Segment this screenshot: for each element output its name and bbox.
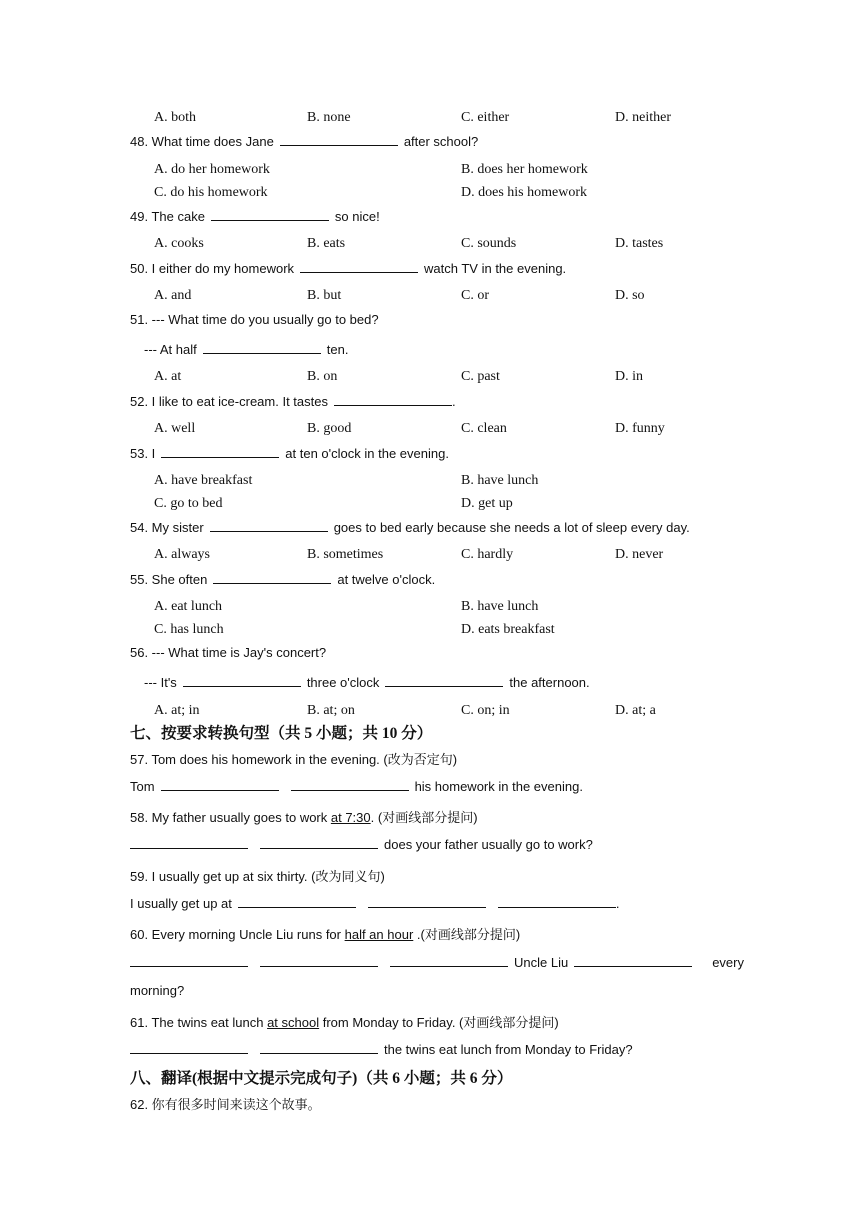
option-a: A. do her homework <box>154 162 270 177</box>
answer-blank-2[interactable] <box>291 778 409 791</box>
answer-blank-1[interactable] <box>183 674 301 687</box>
option-b: B. have lunch <box>461 599 539 614</box>
answer-blank[interactable] <box>211 208 329 221</box>
option-c: C. clean <box>461 421 507 436</box>
answer-blank-2[interactable] <box>260 836 378 849</box>
q50-options <box>0 288 860 310</box>
answer-blank-2[interactable] <box>385 674 503 687</box>
question-text-end: at twelve o'clock. <box>337 572 436 587</box>
question-text: 56. --- What time is Jay's concert? <box>130 645 327 660</box>
option-d: D. neither <box>615 110 671 125</box>
question-text: 55. She often <box>130 572 208 587</box>
option-a: A. at <box>154 369 182 384</box>
option-b: B. on <box>307 369 338 384</box>
answer-blank-4[interactable] <box>574 954 692 967</box>
q53-options-row2 <box>0 496 860 518</box>
option-a: A. cooks <box>154 236 204 251</box>
q51-options <box>0 369 860 391</box>
question-text-end: every <box>712 955 744 970</box>
option-d: D. so <box>615 288 645 303</box>
question-text: 53. I <box>130 446 156 461</box>
option-d: D. never <box>615 547 664 562</box>
option-a: A. well <box>154 421 196 436</box>
option-d: D. at; a <box>615 703 656 718</box>
option-b: B. eats <box>307 236 346 251</box>
option-d: D. tastes <box>615 236 664 251</box>
q53-options-row1 <box>0 473 860 495</box>
question-text: I usually get up at <box>130 896 232 911</box>
option-d: D. get up <box>461 496 513 511</box>
q55-options-row1 <box>0 599 860 621</box>
question-text: 58. My father usually goes to work <box>130 810 331 825</box>
option-b: B. does her homework <box>461 162 588 177</box>
question-text: Tom <box>130 779 155 794</box>
question-62 <box>0 1094 860 1116</box>
answer-blank-1[interactable] <box>161 778 279 791</box>
question-56-answer-line <box>0 674 860 696</box>
option-c: C. do his homework <box>154 185 268 200</box>
option-d: D. funny <box>615 421 665 436</box>
option-c: C. on; in <box>461 703 510 718</box>
section-8-heading <box>0 1066 860 1088</box>
option-c: C. has lunch <box>154 622 224 637</box>
question-54 <box>0 519 860 541</box>
q48-options-row2 <box>0 185 860 207</box>
answer-blank[interactable] <box>203 341 321 354</box>
option-b: B. have lunch <box>461 473 539 488</box>
q52-options <box>0 421 860 443</box>
section-title: 八、翻译(根据中文提示完成句子)（共 6 小题；共 6 分） <box>130 1070 513 1087</box>
question-text: 51. --- What time do you usually go to bed? <box>130 312 379 327</box>
answer-blank[interactable] <box>161 445 279 458</box>
question-49 <box>0 208 860 230</box>
question-text-end: does your father usually go to work? <box>384 837 593 852</box>
question-text-end: so nice! <box>334 209 380 224</box>
question-57-answer-line <box>0 778 860 800</box>
option-a: A. at; in <box>154 703 200 718</box>
option-b: B. but <box>307 288 342 303</box>
question-text: --- At half <box>144 342 197 357</box>
question-text-end: after school? <box>403 134 479 149</box>
option-b: B. good <box>307 421 352 436</box>
q47-options <box>0 110 860 132</box>
option-c: C. either <box>461 110 510 125</box>
question-58-answer-line <box>0 836 860 858</box>
answer-blank-1[interactable] <box>130 836 248 849</box>
option-c: C. hardly <box>461 547 514 562</box>
answer-blank[interactable] <box>334 393 452 406</box>
option-b: B. at; on <box>307 703 355 718</box>
question-50 <box>0 260 860 282</box>
section-title: 七、按要求转换句型（共 5 小题；共 10 分） <box>130 725 433 742</box>
question-61-answer-line <box>0 1041 860 1063</box>
option-a: A. both <box>154 110 196 125</box>
question-text-end: .(对画线部分提问) <box>413 927 521 942</box>
question-text: --- It's <box>144 675 177 690</box>
question-text: 57. Tom does his homework in the evening. (改为否定句) <box>130 752 458 767</box>
question-text-mid: three o'clock <box>306 675 380 690</box>
option-c: C. or <box>461 288 489 303</box>
option-a: A. and <box>154 288 192 303</box>
option-d: D. in <box>615 369 643 384</box>
answer-blank-1[interactable] <box>130 954 248 967</box>
q49-options <box>0 236 860 258</box>
question-60-wrap-line <box>0 983 860 1005</box>
option-a: A. have breakfast <box>154 473 253 488</box>
answer-blank[interactable] <box>280 133 398 146</box>
question-57 <box>0 749 860 771</box>
question-text-end: the afternoon. <box>509 675 590 690</box>
question-text: 48. What time does Jane <box>130 134 274 149</box>
question-text-end: . <box>451 394 456 409</box>
question-text-end: from Monday to Friday. (对画线部分提问) <box>319 1015 559 1030</box>
question-text: 61. The twins eat lunch <box>130 1015 268 1030</box>
question-48 <box>0 133 860 155</box>
underlined-phrase: half an hour <box>344 927 414 942</box>
question-text: 52. I like to eat ice-cream. It tastes <box>130 394 328 409</box>
question-text: 62. 你有很多时间来读这个故事。 <box>130 1097 321 1112</box>
answer-blank[interactable] <box>213 571 331 584</box>
answer-blank-3[interactable] <box>498 895 616 908</box>
option-b: B. none <box>307 110 351 125</box>
section-7-heading <box>0 721 860 743</box>
question-text: 59. I usually get up at six thirty. (改为同义句) <box>130 869 385 884</box>
answer-blank-1[interactable] <box>238 895 356 908</box>
question-55 <box>0 571 860 593</box>
answer-blank-1[interactable] <box>130 1041 248 1054</box>
question-61 <box>0 1012 860 1034</box>
question-text-end: . (对画线部分提问) <box>370 810 478 825</box>
question-60-answer-line <box>0 954 860 976</box>
question-text-mid: Uncle Liu <box>514 955 569 970</box>
option-a: A. eat lunch <box>154 599 223 614</box>
question-59 <box>0 866 860 888</box>
question-52 <box>0 393 860 415</box>
option-b: B. sometimes <box>307 547 384 562</box>
question-58 <box>0 807 860 829</box>
answer-blank-2[interactable] <box>368 895 486 908</box>
question-53 <box>0 445 860 467</box>
underlined-phrase: at school <box>267 1015 320 1030</box>
question-text-end: his homework in the evening. <box>414 779 583 794</box>
option-c: C. go to bed <box>154 496 223 511</box>
question-text-end: watch TV in the evening. <box>424 261 567 276</box>
answer-blank[interactable] <box>300 260 418 273</box>
option-d: D. eats breakfast <box>461 622 555 637</box>
answer-blank-3[interactable] <box>390 954 508 967</box>
question-51 <box>0 312 860 334</box>
question-text: 49. The cake <box>130 209 205 224</box>
q55-options-row2 <box>0 622 860 644</box>
question-56 <box>0 645 860 667</box>
answer-blank-2[interactable] <box>260 954 378 967</box>
answer-blank-2[interactable] <box>260 1041 378 1054</box>
question-59-answer-line <box>0 895 860 917</box>
question-text-end: . <box>615 896 620 911</box>
q54-options <box>0 547 860 569</box>
option-d: D. does his homework <box>461 185 587 200</box>
question-text-end: at ten o'clock in the evening. <box>285 446 449 461</box>
question-text: 50. I either do my homework <box>130 261 295 276</box>
underlined-phrase: at 7:30 <box>330 810 371 825</box>
question-text-end: the twins eat lunch from Monday to Friday? <box>384 1042 633 1057</box>
question-text-end: ten. <box>326 342 349 357</box>
option-c: C. past <box>461 369 500 384</box>
option-a: A. always <box>154 547 210 562</box>
question-text: 54. My sister <box>130 520 204 535</box>
question-text-wrap: morning? <box>130 983 185 998</box>
question-text-end: goes to bed early because she needs a lot of sleep every day. <box>333 520 690 535</box>
q48-options-row1 <box>0 162 860 184</box>
question-60 <box>0 924 860 946</box>
question-text: 60. Every morning Uncle Liu runs for <box>130 927 345 942</box>
answer-blank[interactable] <box>210 519 328 532</box>
option-c: C. sounds <box>461 236 517 251</box>
question-51-answer-line <box>0 341 860 363</box>
